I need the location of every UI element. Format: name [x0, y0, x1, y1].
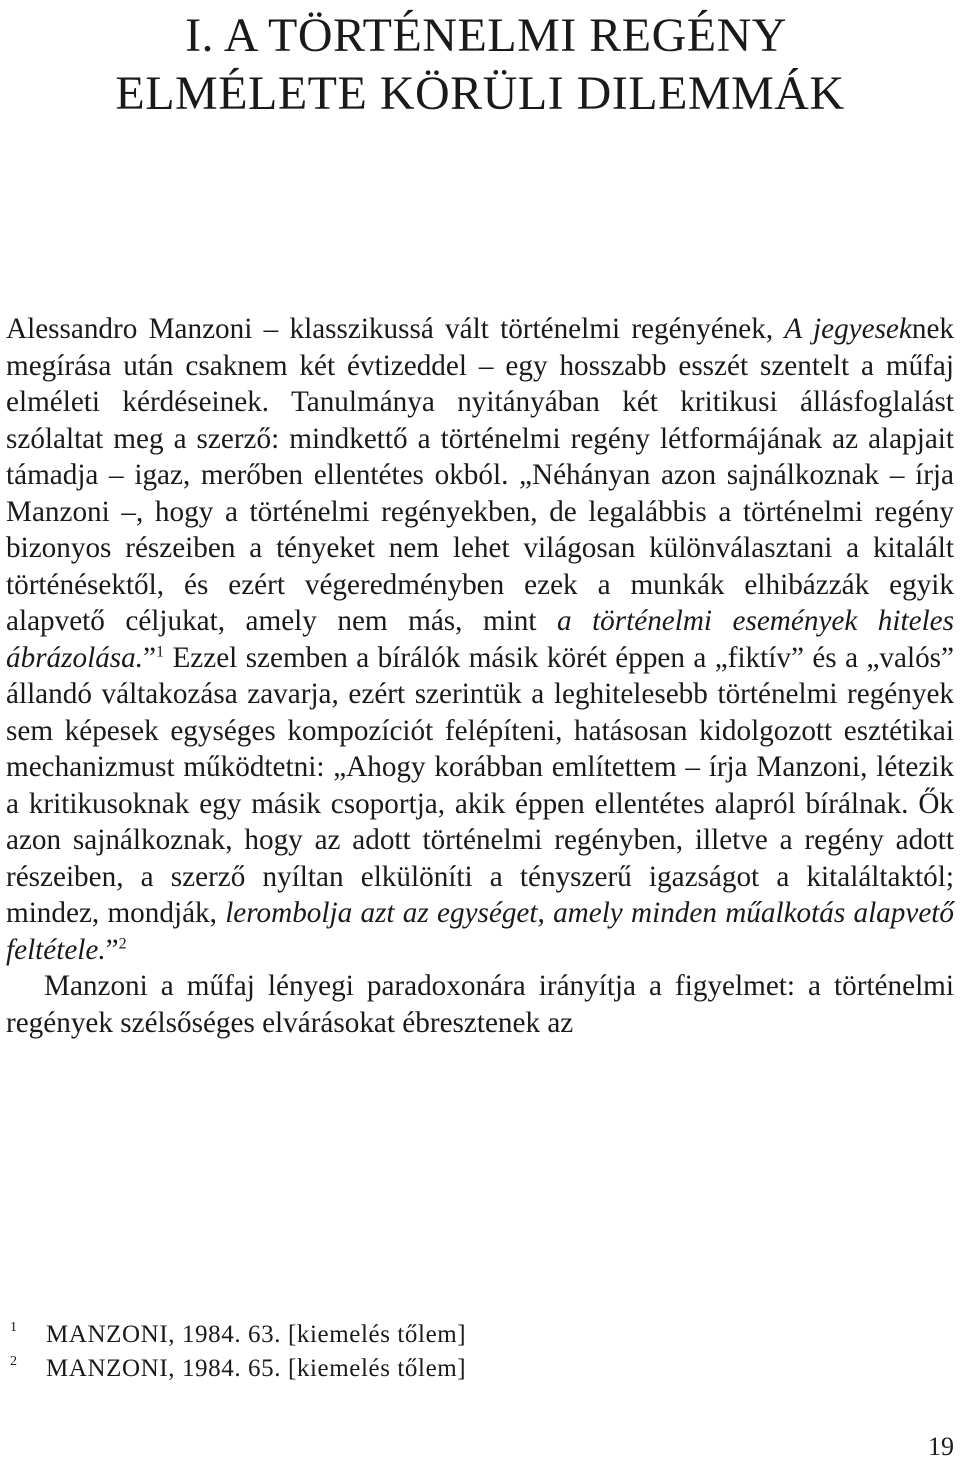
- chapter-title-line-2: ELMÉLETE KÖRÜLI DILEMMÁK: [115, 67, 845, 120]
- emphasis-text: a történelmi események hiteles ábrázolása.: [6, 605, 954, 674]
- page-number: 19: [928, 1432, 954, 1461]
- footnote-text: MANZONI, 1984. 65. [kiemelés tőlem]: [46, 1355, 467, 1382]
- footnote-reference: 1: [156, 642, 165, 660]
- paragraph: [6, 968, 954, 1041]
- footnote-reference: 2: [118, 934, 127, 952]
- text-segment: Alessandro Manzoni – klasszikussá vált történelmi regényének,: [6, 313, 785, 345]
- emphasis-text: A jegyesek: [784, 313, 912, 345]
- text-segment: Ezzel szemben a bírálók másik körét éppen a „fiktív” és a „valós” állandó váltakozása zavarja, ezért szerintük a leghitelesebb történelmi regények sem képesek egységes kompozíciót felépíteni, hatásosan kidolgozott esztétikai mechanizmust működtetni: „Ahogy korábban említettem – írja Manzoni, létezik a kritikusoknak egy másik csoportja, akik éppen ellentétes alapról bírálnak. Ők azon sajnálkoznak, hogy az adott történelmi regényben, illetve a regény adott részeiben, a szerző nyíltan elkülöníti a tényszerű igazságot a kitaláltaktól; mindez, mondják,: [6, 641, 954, 929]
- body-text: [6, 311, 954, 1041]
- footnote-marker: 2: [10, 1354, 18, 1369]
- text-segment: ”: [143, 641, 157, 674]
- footnote-marker: 1: [10, 1320, 18, 1335]
- emphasis-text: lerombolja azt az egységet, amely minden műalkotás alapvető feltétele.: [6, 897, 954, 966]
- footnotes: [10, 1318, 466, 1386]
- chapter-title-line-1: I. A TÖRTÉNELMI REGÉNY: [185, 9, 787, 62]
- paragraph: [6, 311, 954, 968]
- text-segment: Manzoni a műfaj lényegi paradoxonára irányítja a figyelmet: a történelmi regények szélsőséges elvárásokat ébresztenek az: [6, 970, 954, 1039]
- footnote-text: MANZONI, 1984. 63. [kiemelés tőlem]: [46, 1321, 467, 1348]
- footnote: [10, 1352, 466, 1386]
- text-segment: nek megírása után csaknem két évtizeddel – egy hosszabb esszét szentelt a műfaj elméleti kérdéseinek. Tanulmánya nyitányában két kritikusi állásfoglalást szólaltat meg a szerző: mindkettő a történelmi regény létformájának az alapjait támadja – igaz, merőben ellentétes okból. „Néhányan azon sajnálkoznak – írja Manzoni –, hogy a történelmi regényekben, de legalábbis a történelmi regény bizonyos részeiben a tényeket nem lehet világosan különválasztani a kitalált történésektől, és ezért végeredményben ezek a munkák elhibázzák egyik alapvető céljukat, amely nem más, mint: [6, 313, 954, 637]
- footnote: [10, 1318, 466, 1352]
- text-segment: ”: [105, 933, 119, 966]
